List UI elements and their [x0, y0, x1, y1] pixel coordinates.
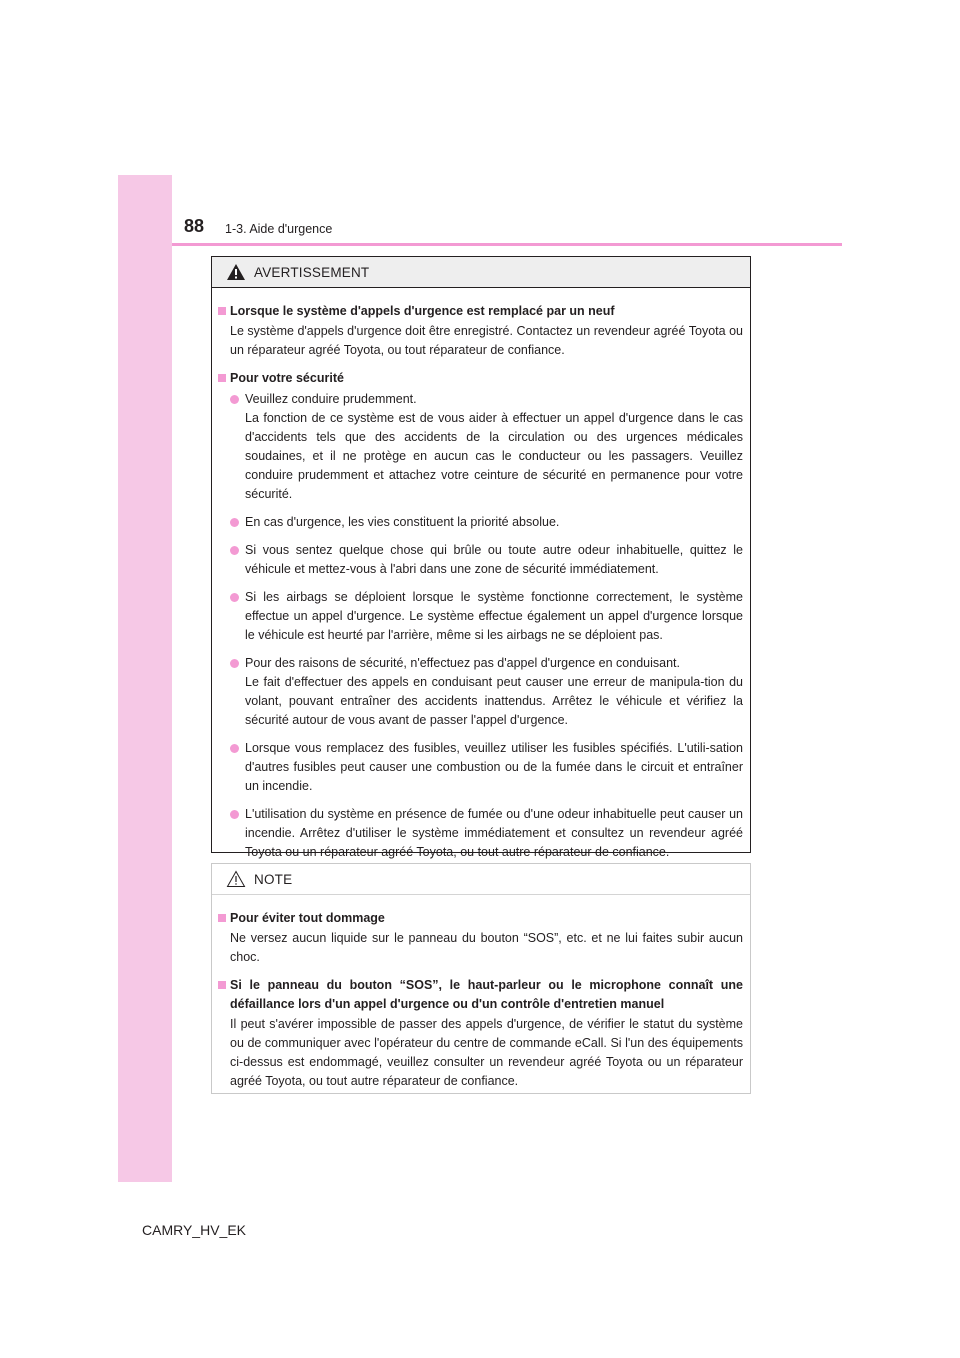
note-item-title: Si le panneau du bouton “SOS”, le haut-parleur ou le microphone connaît une défaillance lors d'un appel d'urgence ou d'un contrôle d'entretien manuel — [218, 976, 743, 1014]
round-bullet-icon — [230, 744, 239, 753]
square-bullet-icon — [218, 374, 226, 382]
section-title: 1-3. Aide d'urgence — [225, 222, 333, 236]
bullet-item: Si les airbags se déploient lorsque le système fonctionne correctement, le système effectue un appel d'urgence. Le système effectue également un appel d'urgence lorsque le véhicule est heurté par l'arrière, même si les airbags ne se déploient pas. — [218, 588, 743, 645]
bullet-item: En cas d'urgence, les vies constituent la priorité absolue. — [218, 513, 743, 532]
header-rule — [172, 243, 842, 246]
round-bullet-icon — [230, 546, 239, 555]
bullet-item: Si vous sentez quelque chose qui brûle ou toute autre odeur inhabituelle, quittez le véhicule et mettez-vous à l'abri dans une zone de sécurité immédiatement. — [218, 541, 743, 579]
square-bullet-icon — [218, 914, 226, 922]
warning-label: AVERTISSEMENT — [254, 264, 370, 280]
warning-bullet-list — [218, 390, 743, 862]
warning-item-title: Lorsque le système d'appels d'urgence est remplacé par un neuf — [218, 302, 743, 321]
document-code: CAMRY_HV_EK — [142, 1222, 247, 1238]
warning-triangle-icon — [226, 263, 246, 281]
square-bullet-icon — [218, 307, 226, 315]
warning-box — [211, 256, 751, 859]
bullet-item: Veuillez conduire prudemment. La fonction de ce système est de vous aider à effectuer un appel d'urgence dans le cas d'accidents tels que des accidents de la circulation ou des urgences médicales soudaines, et il ne protège en aucun cas le conducteur ou les passagers. Veuillez conduire prudemment et attachez votre ceinture de sécurité en permanence pour votre sécurité. — [218, 390, 743, 504]
warning-header — [212, 257, 750, 288]
caution-outline-triangle-icon — [226, 870, 246, 888]
chapter-side-band — [118, 175, 172, 1182]
note-body — [212, 895, 750, 1091]
round-bullet-icon — [230, 659, 239, 668]
note-label: NOTE — [254, 871, 293, 887]
round-bullet-icon — [230, 395, 239, 404]
page-number: 88 — [184, 216, 205, 236]
bullet-item: Pour des raisons de sécurité, n'effectuez pas d'appel d'urgence en conduisant. Le fait d'effectuer des appels en conduisant peut causer une erreur de manipula-tion du volant, pouvant entraîner des accidents inattendus. Arrêtez le véhicule et vérifiez la sécurité autour de vous avant de passer l'appel d'urgence. — [218, 654, 743, 730]
note-item-title: Pour éviter tout dommage — [218, 909, 743, 928]
note-box — [211, 863, 751, 1094]
note-item-text: Ne versez aucun liquide sur le panneau du bouton “SOS”, etc. et ne lui faites subir aucun choc. — [230, 931, 743, 964]
note-header — [212, 864, 750, 895]
round-bullet-icon — [230, 810, 239, 819]
round-bullet-icon — [230, 518, 239, 527]
warning-item-title: Pour votre sécurité — [218, 369, 743, 388]
warning-item-text: Le système d'appels d'urgence doit être enregistré. Contactez un revendeur agréé Toyota ou un réparateur agréé Toyota, ou tout réparateur de confiance. — [230, 324, 743, 357]
square-bullet-icon — [218, 981, 226, 989]
warning-body — [212, 288, 750, 862]
note-item-text: Il peut s'avérer impossible de passer des appels d'urgence, de vérifier le statut du système ou de communiquer avec l'opérateur du centre de commande eCall. Si l'un des équipements ci-dessus est endommagé, veuillez consulter un revendeur agréé Toyota ou un réparateur agréé Toyota, ou tout autre réparateur de confiance. — [230, 1017, 743, 1088]
bullet-item: L'utilisation du système en présence de fumée ou d'une odeur inhabituelle peut causer un incendie. Arrêtez d'utiliser le système immédiatement et consultez un revendeur agréé Toyota ou un réparateur agréé Toyota, ou tout autre réparateur de confiance. — [218, 805, 743, 862]
bullet-item: Lorsque vous remplacez des fusibles, veuillez utiliser les fusibles spécifiés. L'utili-sation d'autres fusibles peut causer une combustion ou de la fumée dans le circuit et entraîner un incendie. — [218, 739, 743, 796]
round-bullet-icon — [230, 593, 239, 602]
